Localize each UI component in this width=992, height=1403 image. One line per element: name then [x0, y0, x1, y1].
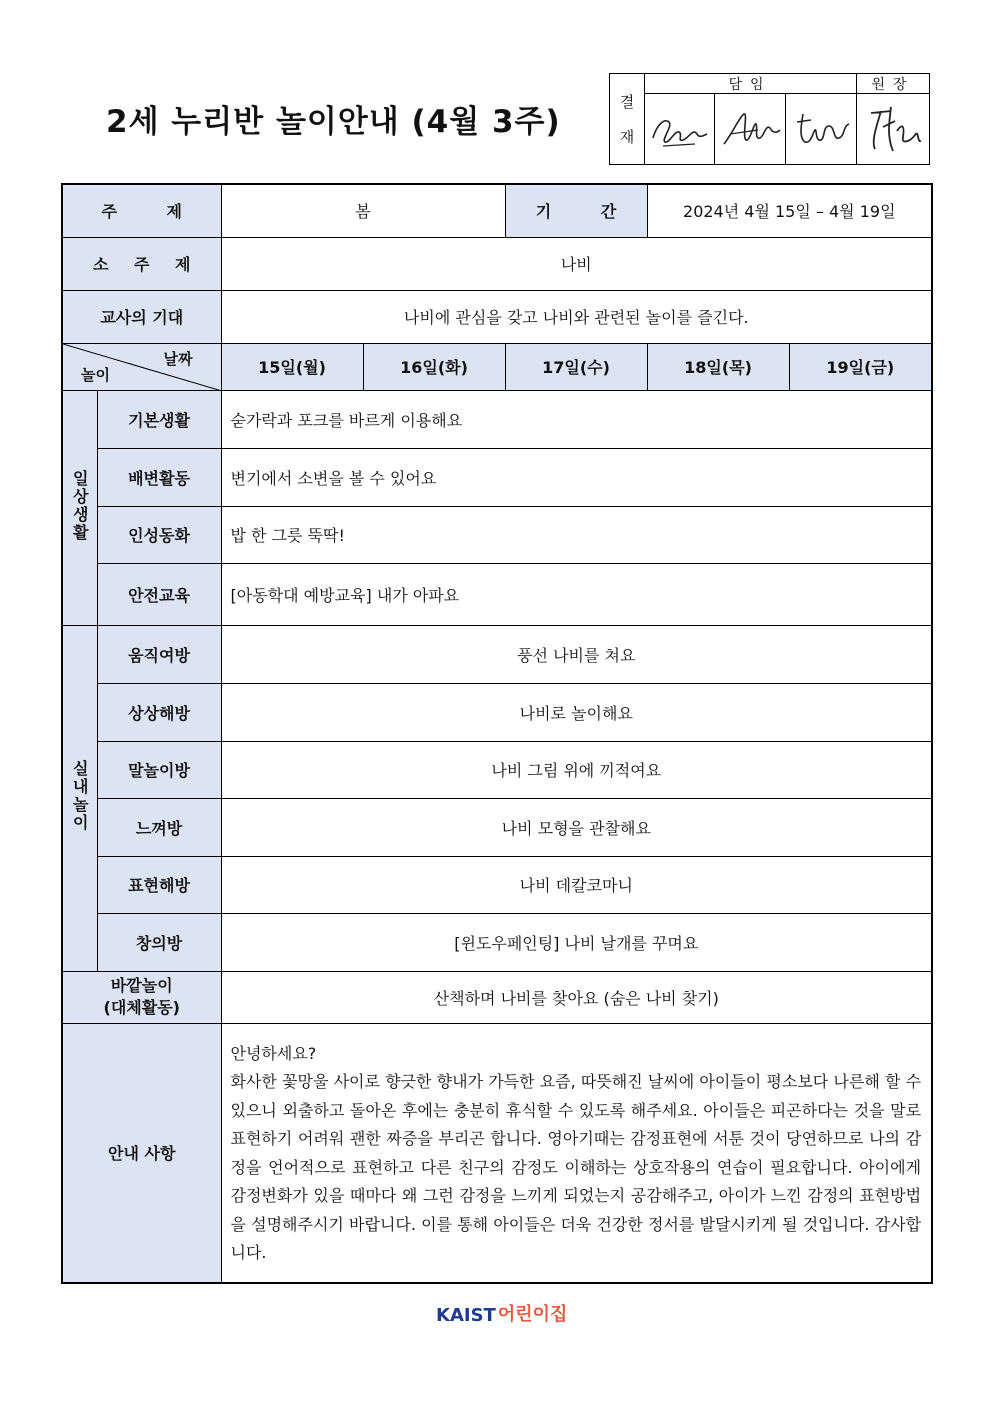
page-title: 2세 누리반 놀이안내 (4월 3주): [106, 104, 561, 140]
signature-3: [786, 94, 857, 164]
row-label: 상상해방: [97, 683, 221, 741]
table-row: [62, 741, 932, 798]
day-header: 15일(월): [221, 343, 363, 390]
row-label: 말놀이방: [97, 741, 221, 798]
row-label: 안전교육: [97, 563, 221, 625]
signature-2-image: [718, 104, 782, 154]
outdoor-label: [62, 971, 221, 1023]
daily-life-label: 일상생활: [70, 469, 90, 542]
table-row: [62, 913, 932, 971]
subtheme-row: [62, 237, 932, 290]
row-label: 기본생활: [97, 390, 221, 448]
weekly-plan-table: [61, 183, 933, 1284]
notice-content: [221, 1023, 932, 1283]
row-content: [윈도우페인팅] 나비 날개를 꾸며요: [221, 913, 932, 971]
signature-1: [644, 94, 715, 164]
approval-label-top: 결: [619, 93, 635, 111]
table-row: [62, 506, 932, 563]
theme-value: 봄: [221, 184, 505, 237]
signature-2: [715, 94, 786, 164]
table-row: [62, 798, 932, 856]
row-label: 배변활동: [97, 448, 221, 506]
table-row: [62, 683, 932, 741]
row-label: 창의방: [97, 913, 221, 971]
indoor-play-label: 실내놀이: [70, 760, 90, 832]
logo-suffix: 어린이집: [497, 1304, 568, 1325]
table-row: [62, 856, 932, 913]
row-label: 표현해방: [97, 856, 221, 913]
subtheme-label: 소 주 제: [62, 237, 221, 290]
notice-greeting: 안녕하세요?: [230, 1043, 317, 1063]
theme-row: [62, 184, 932, 237]
theme-label: 주 제: [62, 184, 221, 237]
expectation-row: [62, 290, 932, 343]
row-content: 변기에서 소변을 볼 수 있어요: [221, 448, 932, 506]
expectation-label: 교사의 기대: [62, 290, 221, 343]
notice-row: [62, 1023, 932, 1283]
signature-4-image: [861, 101, 925, 157]
daily-life-group: [62, 390, 97, 625]
corner-date-label: 날짜: [163, 349, 193, 368]
table-row: [62, 448, 932, 506]
outdoor-label-line1: 바깥놀이: [110, 976, 173, 995]
row-content: 풍선 나비를 쳐요: [221, 625, 932, 683]
signature-4: [857, 94, 929, 164]
day-header: 19일(금): [789, 343, 932, 390]
outdoor-label-line2: (대체활동): [103, 998, 180, 1017]
row-content: 밥 한 그릇 뚝딱!: [221, 506, 932, 563]
table-row: [62, 390, 932, 448]
row-label: 인성동화: [97, 506, 221, 563]
date-corner-cell: [62, 343, 221, 390]
day-header: 17일(수): [505, 343, 647, 390]
approval-label-bottom: 재: [619, 128, 635, 146]
date-header-row: [62, 343, 932, 390]
day-header: 16일(화): [363, 343, 505, 390]
row-content: 나비로 놀이해요: [221, 683, 932, 741]
signature-1-image: [647, 104, 711, 154]
row-label: 움직여방: [97, 625, 221, 683]
corner-play-label: 놀이: [81, 365, 110, 384]
teacher-header: 담임: [644, 74, 857, 94]
expectation-value: 나비에 관심을 갖고 나비와 관련된 놀이를 즐긴다.: [221, 290, 932, 343]
approval-label: [610, 74, 645, 164]
row-content: 나비 그림 위에 끼적여요: [221, 741, 932, 798]
row-label: 느껴방: [97, 798, 221, 856]
notice-label: 안내 사항: [62, 1023, 221, 1283]
table-row: [62, 563, 932, 625]
row-content: 나비 데칼코마니: [221, 856, 932, 913]
row-content: 숟가락과 포크를 바르게 이용해요: [221, 390, 932, 448]
outdoor-row: [62, 971, 932, 1023]
signature-3-image: [789, 104, 853, 154]
logo-brand: KAIST: [436, 1305, 496, 1326]
outdoor-content: 산책하며 나비를 찾아요 (숨은 나비 찾기): [221, 971, 932, 1023]
kaist-daycare-logo: [436, 1300, 567, 1326]
period-label: 기 간: [505, 184, 647, 237]
period-value: 2024년 4월 15일 – 4월 19일: [647, 184, 932, 237]
notice-body: 화사한 꽃망울 사이로 향긋한 향내가 가득한 요즘, 따뜻해진 날씨에 아이들이 평소보다 나른해 할 수 있으니 외출하고 돌아온 후에는 충분히 휴식할 수 있도록 해주세요. 아이들은 피곤하다는 것을 말로 표현하기 어려워 괜한 짜증을 부리곤 합니다. 영아기때는 감정표현에 서툰 것이 당연하므로 나의 감정을 언어적으로 표현하고 다른 친구의 감정도 이해하는 상호작용의 연습이 필요합니다. 아이에게 감정변화가 있을 때마다 왜 그런 감정을 느끼게 되었는지 공감해주고, 아이가 느낀 감정의 표현방법을 설명해주시기 바랍니다. 이를 통해 아이들은 더욱 건강한 정서를 발달시키게 될 것입니다. 감사합니다.: [230, 1072, 922, 1262]
table-row: [62, 625, 932, 683]
day-header: 18일(목): [647, 343, 789, 390]
indoor-play-group: [62, 625, 97, 971]
director-header: 원장: [857, 74, 929, 94]
subtheme-value: 나비: [221, 237, 932, 290]
row-content: 나비 모형을 관찰해요: [221, 798, 932, 856]
approval-box: [609, 73, 930, 165]
row-content: [아동학대 예방교육] 내가 아파요: [221, 563, 932, 625]
